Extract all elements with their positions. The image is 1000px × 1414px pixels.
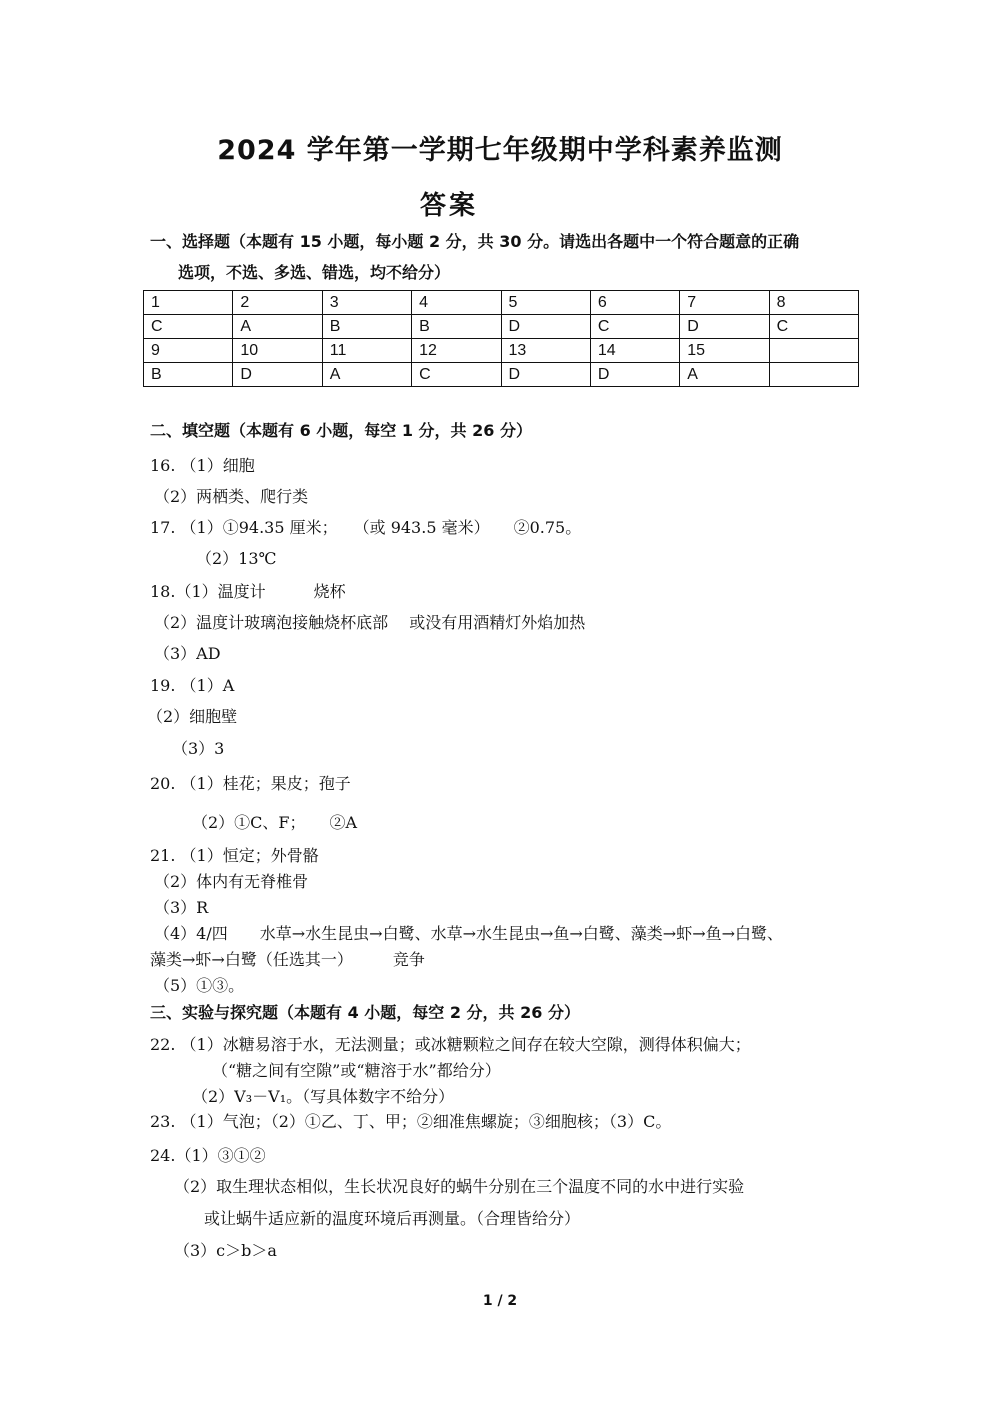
answer-line: （2）V₃－V₁。（写具体数字不给分） <box>192 1087 455 1106</box>
question-number-cell: 14 <box>590 339 679 363</box>
answer-line: （2）体内有无脊椎骨 <box>154 872 309 891</box>
answer-line: 23. （1）气泡；（2）①乙、丁、甲；②细准焦螺旋；③细胞核；（3）C。 <box>150 1112 672 1131</box>
answer-table-row <box>144 339 859 363</box>
answer-line: 24.（1）③①② <box>150 1146 266 1165</box>
answer-line: （2）①C、F； ②A <box>192 813 358 832</box>
answer-line: （2）温度计玻璃泡接触烧杯底部 或没有用酒精灯外焰加热 <box>154 613 586 632</box>
page-number: 1 / 2 <box>482 1293 518 1309</box>
section1-heading-cont: 选项，不选、多选、错选，均不给分） <box>178 263 451 282</box>
question-number-cell: 2 <box>233 291 322 315</box>
answer-line: （2）两栖类、爬行类 <box>154 487 309 506</box>
answer-cell: B <box>322 315 411 339</box>
answer-table-row <box>144 291 859 315</box>
answer-table-row <box>144 363 859 387</box>
question-number-cell: 6 <box>590 291 679 315</box>
answer-cell: D <box>501 315 590 339</box>
question-number-cell: 1 <box>144 291 233 315</box>
question-number-cell: 12 <box>412 339 501 363</box>
question-number-cell <box>769 339 858 363</box>
answer-line: 21. （1）恒定；外骨骼 <box>150 846 319 865</box>
question-number-cell: 9 <box>144 339 233 363</box>
answer-line: 20. （1）桂花；果皮；孢子 <box>150 774 351 793</box>
answer-line: （4）4/四 水草→水生昆虫→白鹭、水草→水生昆虫→鱼→白鹭、藻类→虾→鱼→白鹭、 <box>154 924 784 943</box>
answer-line: （2）细胞壁 <box>147 707 238 726</box>
section1-heading: 一、选择题（本题有 15 小题，每小题 2 分，共 30 分。请选出各题中一个符合题意的正确 <box>150 232 800 251</box>
question-number-cell: 4 <box>412 291 501 315</box>
question-number-cell: 7 <box>680 291 769 315</box>
question-number-cell: 8 <box>769 291 858 315</box>
answer-line: （3）AD <box>154 644 221 663</box>
answer-line: 18.（1）温度计 烧杯 <box>150 582 346 601</box>
answer-cell: A <box>680 363 769 387</box>
answer-line: （2）13℃ <box>196 549 277 568</box>
answer-line: （3）3 <box>172 739 225 758</box>
page-subtitle: 答案 <box>420 191 479 221</box>
answer-line: （“糖之间有空隙”或“糖溶于水”都给分） <box>212 1061 501 1080</box>
answer-cell <box>769 363 858 387</box>
question-number-cell: 11 <box>322 339 411 363</box>
answer-cell: A <box>322 363 411 387</box>
answer-line: 19. （1）A <box>150 676 235 695</box>
answer-line: 16. （1）细胞 <box>150 456 255 475</box>
section2-heading: 二、填空题（本题有 6 小题，每空 1 分，共 26 分） <box>150 421 532 440</box>
question-number-cell: 10 <box>233 339 322 363</box>
answer-cell: D <box>501 363 590 387</box>
answer-line: （3）c＞b＞a <box>174 1241 277 1260</box>
multiple-choice-answer-table <box>143 290 859 387</box>
question-number-cell: 13 <box>501 339 590 363</box>
answer-line: （3）R <box>154 898 209 917</box>
section3-heading: 三、实验与探究题（本题有 4 小题，每空 2 分，共 26 分） <box>150 1003 580 1022</box>
answer-cell: D <box>233 363 322 387</box>
question-number-cell: 5 <box>501 291 590 315</box>
answer-cell: D <box>590 363 679 387</box>
answer-line: 藻类→虾→白鹭（任选其一） 竞争 <box>150 950 425 969</box>
answer-line: 或让蜗牛适应新的温度环境后再测量。（合理皆给分） <box>204 1209 581 1228</box>
answer-line: 22. （1）冰糖易溶于水，无法测量；或冰糖颗粒之间存在较大空隙，测得体积偏大； <box>150 1035 751 1054</box>
answer-cell: B <box>144 363 233 387</box>
answer-cell: C <box>144 315 233 339</box>
question-number-cell: 3 <box>322 291 411 315</box>
answer-cell: D <box>680 315 769 339</box>
answer-cell: B <box>412 315 501 339</box>
answer-line: （5）①③。 <box>154 976 245 995</box>
page-title: 2024 学年第一学期七年级期中学科素养监测 <box>217 135 783 166</box>
answer-cell: C <box>769 315 858 339</box>
answer-cell: C <box>590 315 679 339</box>
answer-line: 17. （1）①94.35 厘米； （或 943.5 毫米） ②0.75。 <box>150 518 582 537</box>
answer-cell: A <box>233 315 322 339</box>
answer-line: （2）取生理状态相似，生长状况良好的蜗牛分别在三个温度不同的水中进行实验 <box>174 1177 745 1196</box>
answer-cell: C <box>412 363 501 387</box>
answer-table-row <box>144 315 859 339</box>
question-number-cell: 15 <box>680 339 769 363</box>
